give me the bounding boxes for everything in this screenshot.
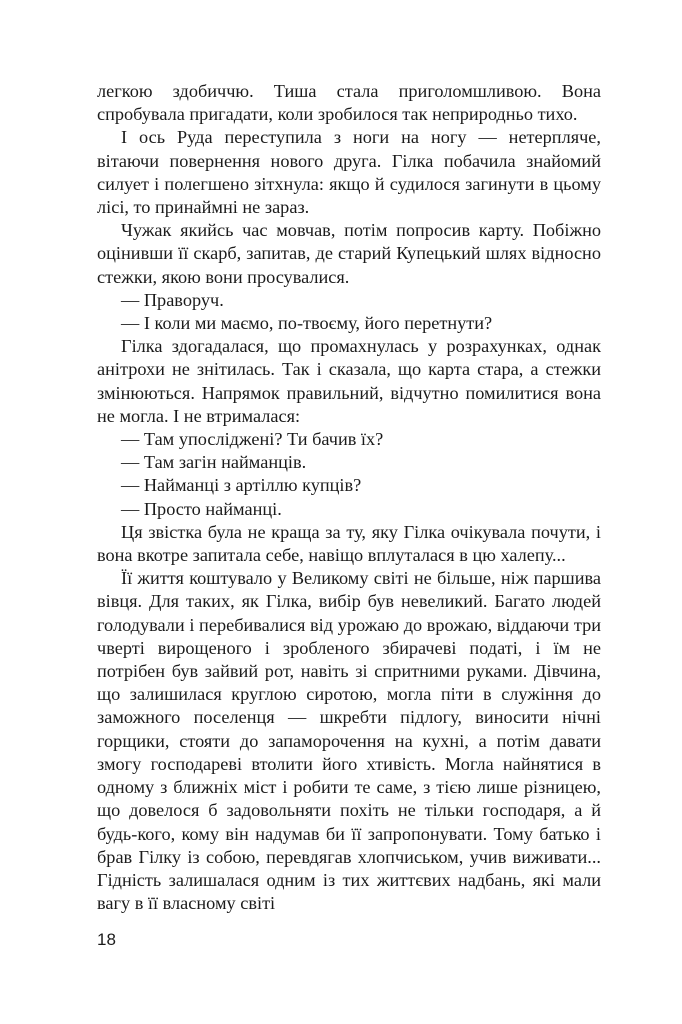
paragraph: легкою здобиччю. Тиша стала приголомшливою. Вона спробувала пригадати, коли зробилося так неприродньо тихо. (97, 81, 601, 125)
paragraph: Чужак якийсь час мовчав, потім попросив карту. Побіжно оцінивши її скарб, запитав, де старий Купецький шлях відносно стежки, якою вони просувалися. (97, 220, 601, 287)
paragraph: І ось Руда переступила з ноги на ногу — нетерпляче, вітаючи повернення нового друга. Гілка побачила знайомий силует і полегшено зітхнула: якщо й судилося загинути в цьому лісі, то принаймні не зараз. (97, 127, 601, 218)
paragraph: Ця звістка була не краща за ту, яку Гілка очікувала почути, і вона вкотре запитала себе, навіщо вплуталася в цю халепу... (97, 521, 601, 566)
dialogue-line: — Праворуч. (121, 289, 224, 310)
dialogue-line: — Найманці з артіллю купців? (121, 475, 362, 496)
paragraph: Гілка здогадалася, що промахнулась у розрахунках, однак анітрохи не знітилась. Так і сказала, що карта стара, а стежки змінюються. Напрямок правильний, відчутно помилитися вона не могла. І не втрималася: (97, 336, 601, 426)
page-number: 18 (97, 930, 116, 949)
dialogue-line: — Просто найманці. (121, 498, 282, 519)
body-text (97, 80, 601, 915)
dialogue-line: — Там упосліджені? Ти бачив їх? (121, 429, 384, 450)
dialogue-line: — Там загін найманців. (121, 452, 307, 473)
paragraph: Її життя коштувало у Великому світі не більше, ніж паршива вівця. Для таких, як Гілка, вибір був невеликий. Багато людей голодували і перебивалися від урожаю до врожаю, віддаючи три чверті вирощеного і зробленого збирачеві податі, і їм не потрібен був зайвий рот, навіть зі спритними руками. Дівчина, що залишилася круглою сиротою, могла піти в служіння до заможного поселенця — шкребти підлогу, виносити нічні горщики, стояти до запаморочення на кухні, а потім давати змогу господареві втолити його хтивість. Могла найнятися в одному з ближніх міст і робити те саме, з тією лише різницею, що довелося б задовольняти похіть не тільки господаря, а й будь-кого, кому він надумав би її запропонувати. Тому батько і брав Гілку із собою, перевдягав хлопчиськом, учив виживати... Гідність залишалася одним із тих життєвих надбань, які мали вагу в її власному світі (97, 568, 601, 914)
dialogue-line: — І коли ми маємо, по-твоєму, його перетнути? (121, 313, 493, 334)
